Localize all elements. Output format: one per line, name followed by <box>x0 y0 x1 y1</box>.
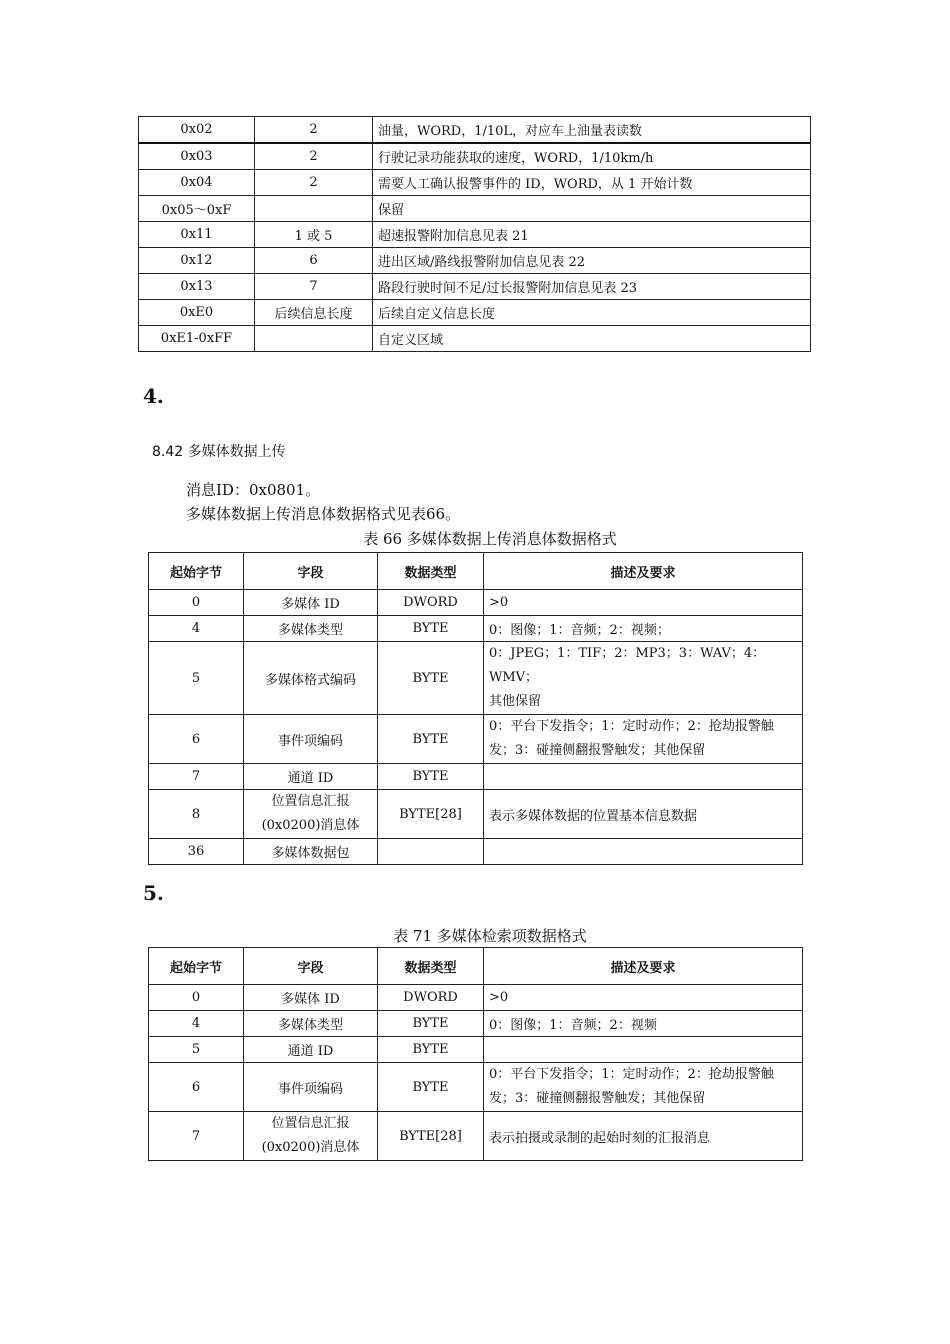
table-cell: 多媒体数据包 <box>244 839 378 865</box>
table-cell: 后续信息长度 <box>255 300 373 326</box>
table-cell: DWORD <box>378 590 484 616</box>
table-row <box>149 715 803 764</box>
section-number: 5. <box>143 881 164 905</box>
cell-line: 0：JPEG；1：TIF；2：MP3；3：WAV；4：WMV； <box>489 646 766 685</box>
cell-line: 0：平台下发指令；1：定时动作；2：抢劫报警触 <box>489 719 774 734</box>
paragraph: 消息ID：0x0801。 <box>186 481 321 499</box>
table-cell: BYTE <box>378 764 484 790</box>
table-cell: 8 <box>149 790 244 839</box>
paragraph: 多媒体数据上传消息体数据格式见表66。 <box>186 505 461 523</box>
table-cell: 保留 <box>373 196 811 222</box>
table-cell: 多媒体 ID <box>244 985 378 1011</box>
table-caption: 表 66 多媒体数据上传消息体数据格式 <box>363 530 617 548</box>
cell-line: 位置信息汇报 <box>271 1116 350 1131</box>
table-row <box>149 985 803 1011</box>
table-cell: 5 <box>149 1037 244 1063</box>
table-row <box>149 790 803 839</box>
table-cell <box>484 764 803 790</box>
table-cell: 0x11 <box>139 222 255 248</box>
table-cell: 7 <box>149 764 244 790</box>
table-cell <box>484 642 803 715</box>
table-cell: 通道 ID <box>244 1037 378 1063</box>
table-cell: 0 <box>149 985 244 1011</box>
table-cell: >0 <box>484 985 803 1011</box>
table-cell: 0x05～0xF <box>139 196 255 222</box>
additional-info-table <box>138 116 811 352</box>
table-cell <box>244 1112 378 1161</box>
table-row <box>139 248 811 274</box>
table-cell: BYTE <box>378 1063 484 1112</box>
cell-line: 发；3：碰撞侧翻报警触发；其他保留 <box>489 743 706 758</box>
cell-line: (0x0200)消息体 <box>261 1140 360 1155</box>
table-cell: >0 <box>484 590 803 616</box>
column-header: 字段 <box>244 948 378 985</box>
table-header-row <box>149 948 803 985</box>
table-cell <box>484 715 803 764</box>
table-cell: 自定义区域 <box>373 326 811 352</box>
table-row <box>149 590 803 616</box>
column-header: 起始字节 <box>149 948 244 985</box>
table-cell: BYTE[28] <box>378 790 484 839</box>
table-cell: 超速报警附加信息见表 21 <box>373 222 811 248</box>
table-cell: 路段行驶时间不足/过长报警附加信息见表 23 <box>373 274 811 300</box>
table-cell: 36 <box>149 839 244 865</box>
table-cell: 表示拍摄或录制的起始时刻的汇报消息 <box>484 1112 803 1161</box>
cell-line: 位置信息汇报 <box>271 794 350 809</box>
table-cell: 后续自定义信息长度 <box>373 300 811 326</box>
cell-line: (0x0200)消息体 <box>261 818 360 833</box>
table-cell: BYTE <box>378 715 484 764</box>
table-row <box>139 117 811 144</box>
table-cell: 4 <box>149 1011 244 1037</box>
table-cell: 5 <box>149 642 244 715</box>
column-header: 数据类型 <box>378 948 484 985</box>
table-row <box>149 1112 803 1161</box>
table-cell: 6 <box>149 715 244 764</box>
table-cell: 事件项编码 <box>244 1063 378 1112</box>
table-cell: 0x02 <box>139 117 255 144</box>
table-cell <box>255 326 373 352</box>
table-cell: 0x13 <box>139 274 255 300</box>
table-cell: 0xE1-0xFF <box>139 326 255 352</box>
table-cell: 多媒体类型 <box>244 1011 378 1037</box>
cell-line: 其他保留 <box>489 694 542 709</box>
table-cell: 行驶记录功能获取的速度，WORD，1/10km/h <box>373 143 811 170</box>
table-cell: 多媒体格式编码 <box>244 642 378 715</box>
table-row <box>139 326 811 352</box>
table-row <box>149 1011 803 1037</box>
table-cell: 事件项编码 <box>244 715 378 764</box>
table-cell <box>484 1037 803 1063</box>
table-caption: 表 71 多媒体检索项数据格式 <box>393 927 587 945</box>
table-cell: BYTE <box>378 616 484 642</box>
table-cell: 0x03 <box>139 143 255 170</box>
table-cell: 0x12 <box>139 248 255 274</box>
table-row <box>139 170 811 196</box>
table-cell: 0 <box>149 590 244 616</box>
table-row <box>149 616 803 642</box>
table-cell: 0：图像；1：音频；2：视频 <box>484 1011 803 1037</box>
table-cell: 多媒体 ID <box>244 590 378 616</box>
table-cell <box>255 196 373 222</box>
table-cell: BYTE <box>378 642 484 715</box>
table-row <box>149 839 803 865</box>
table-cell <box>484 839 803 865</box>
table-row <box>149 1063 803 1112</box>
cell-line: 发；3：碰撞侧翻报警触发；其他保留 <box>489 1091 706 1106</box>
table-cell: 0x04 <box>139 170 255 196</box>
table-cell: 进出区域/路线报警附加信息见表 22 <box>373 248 811 274</box>
table-cell: 1 或 5 <box>255 222 373 248</box>
table-cell: 多媒体类型 <box>244 616 378 642</box>
table-cell: 0：图像；1：音频；2：视频； <box>484 616 803 642</box>
column-header: 字段 <box>244 553 378 590</box>
table-row <box>139 222 811 248</box>
table-cell: BYTE[28] <box>378 1112 484 1161</box>
table-cell: 需要人工确认报警事件的 ID，WORD，从 1 开始计数 <box>373 170 811 196</box>
table-cell: 0xE0 <box>139 300 255 326</box>
table-cell: 油量，WORD，1/10L，对应车上油量表读数 <box>373 117 811 144</box>
table-cell: 2 <box>255 170 373 196</box>
table-row <box>149 642 803 715</box>
table-row <box>139 143 811 170</box>
table-cell: 通道 ID <box>244 764 378 790</box>
table-row <box>139 274 811 300</box>
table-cell: 7 <box>255 274 373 300</box>
section-number: 4. <box>143 384 164 408</box>
section-heading: 8.42 多媒体数据上传 <box>152 444 286 460</box>
cell-line: 0：平台下发指令；1：定时动作；2：抢劫报警触 <box>489 1067 774 1082</box>
table-row <box>149 764 803 790</box>
table-cell: 6 <box>149 1063 244 1112</box>
table-cell: 7 <box>149 1112 244 1161</box>
table-cell: BYTE <box>378 1037 484 1063</box>
table-cell: 2 <box>255 117 373 144</box>
table-cell: DWORD <box>378 985 484 1011</box>
table-cell: 6 <box>255 248 373 274</box>
column-header: 数据类型 <box>378 553 484 590</box>
column-header: 描述及要求 <box>484 553 803 590</box>
table-cell: 表示多媒体数据的位置基本信息数据 <box>484 790 803 839</box>
table-row <box>139 300 811 326</box>
table-cell: 2 <box>255 143 373 170</box>
table-row <box>149 1037 803 1063</box>
column-header: 描述及要求 <box>484 948 803 985</box>
column-header: 起始字节 <box>149 553 244 590</box>
table-cell <box>378 839 484 865</box>
table-row <box>139 196 811 222</box>
table-cell: 4 <box>149 616 244 642</box>
table-cell <box>484 1063 803 1112</box>
multimedia-search-table <box>148 947 803 1161</box>
table-header-row <box>149 553 803 590</box>
multimedia-upload-table <box>148 552 803 865</box>
table-cell: BYTE <box>378 1011 484 1037</box>
table-cell <box>244 790 378 839</box>
